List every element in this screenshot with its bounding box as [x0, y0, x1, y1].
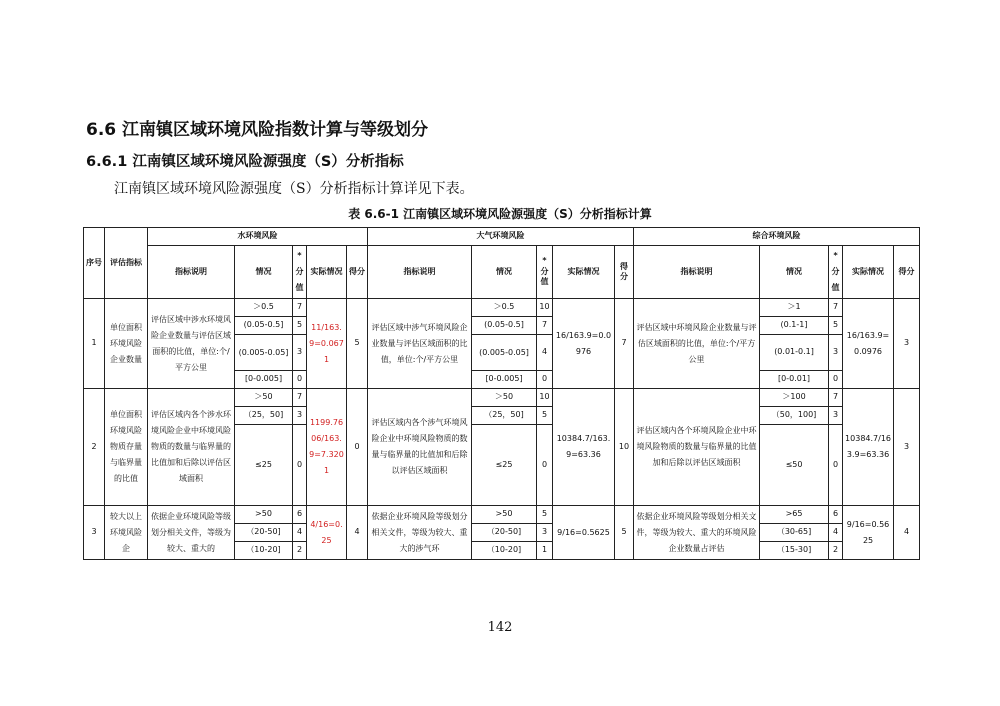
section-heading: 6.6 江南镇区域环境风险指数计算与等级划分	[86, 120, 429, 140]
combined-situation: >65	[760, 506, 829, 524]
air-situation: ＞0.5	[472, 299, 537, 317]
row-seq: 2	[84, 389, 105, 506]
water-points: 0	[293, 371, 307, 389]
air-points: 10	[537, 299, 553, 317]
water-situation: （10-20]	[235, 542, 293, 560]
air-situation: ≤25	[472, 425, 537, 506]
combined-situation: [0-0.01]	[760, 371, 829, 389]
combined-situation: (0.1-1]	[760, 317, 829, 335]
air-points: 7	[537, 317, 553, 335]
header-situation: 情况	[235, 246, 293, 299]
air-points: 0	[537, 425, 553, 506]
combined-points: 6	[829, 506, 843, 524]
header-score: 得分	[347, 246, 368, 299]
combined-points: 2	[829, 542, 843, 560]
header-seq: 序号	[84, 228, 105, 299]
water-situation: ＞0.5	[235, 299, 293, 317]
header-group-water: 水环境风险	[148, 228, 368, 246]
combined-points: 7	[829, 389, 843, 407]
water-points: 7	[293, 299, 307, 317]
row-item: 单位面积环境风险企业数量	[105, 299, 148, 389]
water-situation: ＞50	[235, 389, 293, 407]
water-desc: 评估区域中涉水环境风险企业数量与评估区域面积的比值，单位:个/平方公里	[148, 299, 235, 389]
water-score: 0	[347, 389, 368, 506]
header-actual: 实际情况	[307, 246, 347, 299]
header-score: 得分	[615, 246, 634, 299]
water-score: 5	[347, 299, 368, 389]
water-points: 4	[293, 524, 307, 542]
row-seq: 3	[84, 506, 105, 560]
header-actual: 实际情况	[553, 246, 615, 299]
air-score: 5	[615, 506, 634, 560]
combined-actual: 16/163.9=0.0976	[843, 299, 894, 389]
combined-situation: (0.01-0.1]	[760, 335, 829, 371]
table-row	[84, 299, 920, 317]
air-desc: 评估区域中涉气环境风险企业数量与评估区域面积的比值，单位:个/平方公里	[368, 299, 472, 389]
combined-desc: 评估区域中环境风险企业数量与评估区域面积的比值，单位:个/平方公里	[634, 299, 760, 389]
header-score: 得分	[894, 246, 920, 299]
water-situation: （25，50]	[235, 407, 293, 425]
page-number: 142	[487, 620, 513, 635]
air-situation: >50	[472, 506, 537, 524]
air-situation: （25，50]	[472, 407, 537, 425]
combined-situation: （50，100]	[760, 407, 829, 425]
water-points: 7	[293, 389, 307, 407]
subsection-heading: 6.6.1 江南镇区域环境风险源强度（S）分析指标	[86, 154, 404, 170]
combined-points: 0	[829, 425, 843, 506]
water-actual: 1199.7606/163.9=7.3201	[307, 389, 347, 506]
combined-desc: 评估区域内各个环境风险企业中环境风险物质的数量与临界量的比值加和后除以评估区域面积	[634, 389, 760, 506]
combined-situation: （30-65]	[760, 524, 829, 542]
air-points: 5	[537, 506, 553, 524]
row-seq: 1	[84, 299, 105, 389]
water-desc: 评估区域内各个涉水环境风险企业中环境风险物质的数量与临界量的比值加和后除以评估区域面积	[148, 389, 235, 506]
water-points: 3	[293, 335, 307, 371]
table-caption: 表 6.6-1 江南镇区域环境风险源强度（S）分析指标计算	[348, 207, 652, 221]
air-situation: (0.005-0.05]	[472, 335, 537, 371]
air-points: 3	[537, 524, 553, 542]
header-desc: 指标说明	[148, 246, 235, 299]
water-actual: 11/163.9=0.0671	[307, 299, 347, 389]
header-desc: 指标说明	[634, 246, 760, 299]
air-score: 7	[615, 299, 634, 389]
combined-desc: 依据企业环境风险等级划分相关文件，等级为较大、重大的环境风险企业数量占评估	[634, 506, 760, 560]
header-points: *分值	[293, 246, 307, 299]
water-situation: (0.05-0.5]	[235, 317, 293, 335]
air-score: 10	[615, 389, 634, 506]
air-situation: [0-0.005]	[472, 371, 537, 389]
combined-situation: ＞100	[760, 389, 829, 407]
water-situation: ≤25	[235, 425, 293, 506]
air-situation: （20-50]	[472, 524, 537, 542]
air-points: 0	[537, 371, 553, 389]
header-points: *分值	[537, 246, 553, 299]
combined-situation: （15-30]	[760, 542, 829, 560]
water-points: 5	[293, 317, 307, 335]
air-points: 10	[537, 389, 553, 407]
header-situation: 情况	[760, 246, 829, 299]
combined-points: 3	[829, 335, 843, 371]
air-situation: ＞50	[472, 389, 537, 407]
air-situation: (0.05-0.5]	[472, 317, 537, 335]
combined-points: 0	[829, 371, 843, 389]
combined-situation: ≤50	[760, 425, 829, 506]
body-paragraph: 江南镇区域环境风险源强度（S）分析指标计算详见下表。	[114, 181, 474, 197]
combined-score: 3	[894, 389, 920, 506]
combined-points: 3	[829, 407, 843, 425]
water-score: 4	[347, 506, 368, 560]
combined-score: 3	[894, 299, 920, 389]
header-group-air: 大气环境风险	[368, 228, 634, 246]
air-points: 5	[537, 407, 553, 425]
row-item: 单位面积环境风险物质存量与临界量的比值	[105, 389, 148, 506]
combined-actual: 10384.7/163.9=63.36	[843, 389, 894, 506]
combined-actual: 9/16=0.5625	[843, 506, 894, 560]
water-points: 2	[293, 542, 307, 560]
water-desc: 依据企业环境风险等级划分相关文件，等级为较大、重大的	[148, 506, 235, 560]
combined-points: 7	[829, 299, 843, 317]
header-group-combined: 综合环境风险	[634, 228, 920, 246]
water-points: 3	[293, 407, 307, 425]
combined-points: 5	[829, 317, 843, 335]
combined-points: 4	[829, 524, 843, 542]
header-desc: 指标说明	[368, 246, 472, 299]
row-item: 较大以上环境风险企	[105, 506, 148, 560]
water-actual: 4/16=0.25	[307, 506, 347, 560]
air-points: 1	[537, 542, 553, 560]
header-points: *分值	[829, 246, 843, 299]
water-points: 0	[293, 425, 307, 506]
table-row	[84, 389, 920, 407]
combined-situation: ＞1	[760, 299, 829, 317]
combined-score: 4	[894, 506, 920, 560]
header-situation: 情况	[472, 246, 537, 299]
air-actual: 9/16=0.5625	[553, 506, 615, 560]
water-situation: [0-0.005]	[235, 371, 293, 389]
water-situation: (0.005-0.05]	[235, 335, 293, 371]
table-row	[84, 506, 920, 524]
water-situation: （20-50]	[235, 524, 293, 542]
air-actual: 10384.7/163.9=63.36	[553, 389, 615, 506]
risk-index-table	[83, 227, 920, 560]
air-situation: （10-20]	[472, 542, 537, 560]
air-desc: 评估区域内各个涉气环境风险企业中环境风险物质的数量与临界量的比值加和后除以评估区域面积	[368, 389, 472, 506]
header-actual: 实际情况	[843, 246, 894, 299]
air-actual: 16/163.9=0.0976	[553, 299, 615, 389]
air-points: 4	[537, 335, 553, 371]
air-desc: 依据企业环境风险等级划分相关文件，等级为较大、重大的涉气环	[368, 506, 472, 560]
water-situation: >50	[235, 506, 293, 524]
header-item: 评估指标	[105, 228, 148, 299]
water-points: 6	[293, 506, 307, 524]
